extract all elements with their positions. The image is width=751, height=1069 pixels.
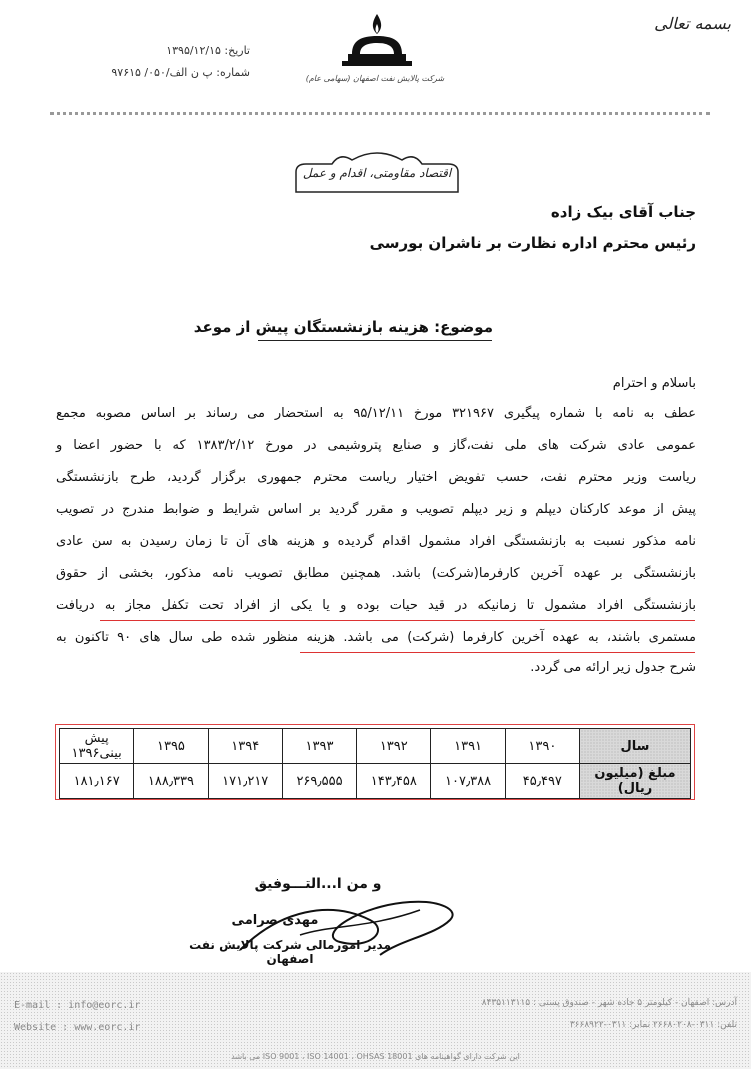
table-cell: ۴۵٫۴۹۷ (505, 764, 579, 799)
signer-name: مهدی صرامی (231, 913, 319, 928)
signer-title: مدیر امورمالی شرکت پالایش نفت اصفهان (189, 938, 391, 966)
company-name-caption: شرکت پالایش نفت اصفهان (سهامی عام) (305, 74, 445, 83)
letter-number: شماره: پ ن الف/۰۵۰/ ۹۷۶۱۵ (111, 66, 250, 79)
body-line-4: پیش از موعد کارکنان دیپلم و زیر دیپلم تصویب و مقرر گردید بر اساس شرایط و ضوابط مندرج در تصویب (56, 502, 696, 517)
body-line-8: مستمری باشند، به عهده آخرین کارفرما (شرکت) می باشد. هزینه منظور شده طی سال های ۹۰ تاکنون به (56, 630, 696, 645)
highlight-underline-1 (100, 620, 695, 621)
subject-line: موضوع: هزینه بازنشستگان پیش از موعد (193, 318, 493, 336)
footer-certifications: این شرکت دارای گواهینامه های ISO 9001 ، ISO 14001 ، OHSAS 18001 می باشد (231, 1052, 520, 1061)
table-cell: ۲۶۹٫۵۵۵ (282, 764, 356, 799)
table-cell: ۱۴۳٫۴۵۸ (357, 764, 431, 799)
table-cell: ۱۳۹۱ (431, 729, 505, 764)
letter-date: تاریخ: ۱۳۹۵/۱۲/۱۵ (166, 44, 250, 57)
slogan-text: اقتصاد مقاومتی، اقدام و عمل (302, 166, 452, 180)
footer-address: آدرس: اصفهان - کیلومتر ۵ جاده شهر - صندوق پستی : ۸۴۳۵۱۱۳۱۱۵ (481, 998, 737, 1008)
table-row-years (60, 729, 691, 764)
subject-underline (258, 340, 492, 341)
table-cell: ۱۳۹۳ (282, 729, 356, 764)
body-line-1: عطف به نامه با شماره پیگیری ۳۲۱۹۶۷ مورخ ۹۵/۱۲/۱۱ به استحضار می رساند بر اساس مصوبه مجمع (56, 406, 696, 421)
addressee-title: رئیس محترم اداره نظارت بر ناشران بورسی (369, 234, 696, 252)
table-cell: ۱۳۹۰ (505, 729, 579, 764)
body-line-6: بازنشستگی بر عهده آخرین کارفرما(شرکت) باشد. همچنین مطابق تصویب نامه مذکور، بخشی از حقوق (56, 566, 696, 581)
body-line-3: ریاست وزیر محترم نفت، حسب تفویض اختیار ریاست محترم جمهوری برگزار گردید، طرح بازنشستگی (56, 470, 696, 485)
footer-phone: تلفن: ۰۳۱۱-۲۶۶۸۰۲۰۸ نمابر: ۰۳۱۱-۳۶۶۸۹۲۲ (569, 1020, 737, 1030)
closing-salutation: و من ا...التـــوفیق (254, 876, 382, 892)
table-cell: ۱۸۸٫۳۳۹ (134, 764, 208, 799)
table-cell: ۱۷۱٫۲۱۷ (208, 764, 282, 799)
footer-website: Website : www.eorc.ir (14, 1022, 141, 1033)
body-line-9: شرح جدول زیر ارائه می گردد. (530, 660, 696, 675)
table-cell: ۱۳۹۲ (357, 729, 431, 764)
row-header-year: سال (580, 729, 691, 764)
body-line-5: نامه مذکور نسبت به بازنشستگی افراد مشمول اقدام گردیده و هزینه های آن تا زمان رسیدن به سن عادی (56, 534, 696, 549)
greeting: باسلام و احترام (612, 376, 696, 391)
table-cell: پیش بینی۱۳۹۶ (60, 729, 134, 764)
table-cell: ۱۰۷٫۳۸۸ (431, 764, 505, 799)
table-cell: ۱۳۹۴ (208, 729, 282, 764)
row-header-amount: مبلغ (میلیون ریال) (580, 764, 691, 799)
bismillah-heading: بسمه تعالی (654, 14, 731, 33)
expense-table (59, 728, 691, 799)
table-cell: ۱۸۱٫۱۶۷ (60, 764, 134, 799)
header-divider (50, 112, 710, 115)
highlight-underline-2 (300, 652, 695, 653)
table-cell: ۱۳۹۵ (134, 729, 208, 764)
table-row-amounts (60, 764, 691, 799)
addressee-name: جناب آقای بیک زاده (550, 203, 696, 221)
body-line-2: عمومی عادی شرکت های ملی نفت،گاز و صنایع پتروشیمی در مورخ ۱۳۸۳/۲/۱۲ که با حضور اعضا و (56, 438, 696, 453)
company-logo (322, 10, 432, 78)
footer-email: E-mail : info@eorc.ir (14, 1000, 141, 1011)
body-line-7: بازنشستگی افراد مشمول تا زمانیکه در قید حیات بوده و یا یکی از افراد تحت تکفل مجاز به دریافت (56, 598, 696, 613)
flame-logo-icon (322, 10, 432, 74)
